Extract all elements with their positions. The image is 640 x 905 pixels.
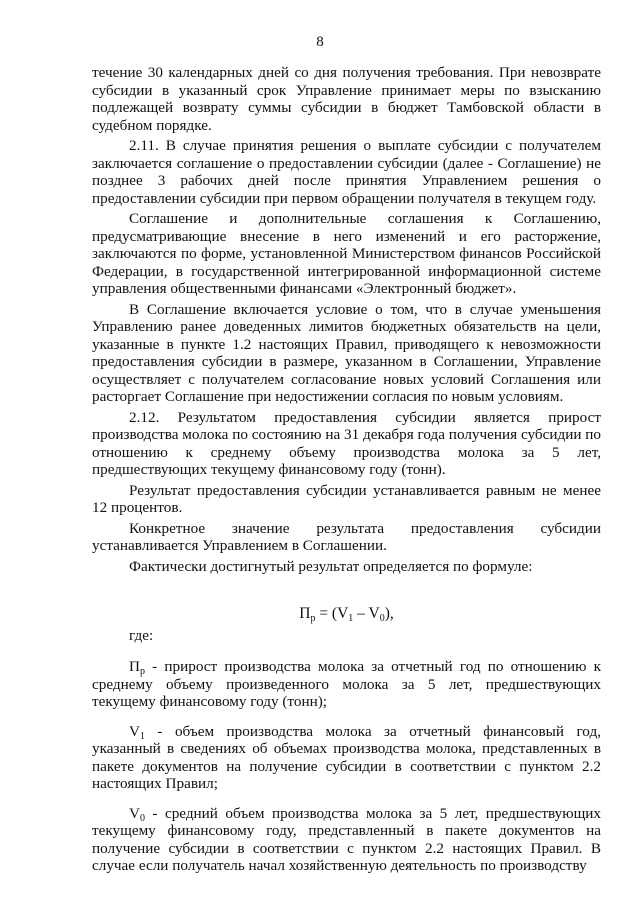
paragraph: Конкретное значение результата предоставления субсидии устанавливается Управлением в Соглашении. [92, 519, 601, 554]
definition-text: - прирост производства молока за отчетный год по отношению к среднему объему произведенного молока за 5 лет, предшествующих текущему финансовому году (тонн); [92, 658, 601, 710]
definition-text: - средний объем производства молока за 5 лет, предшествующих текущему финансовому году, представленный в пакете документов на получение субсидии в соответствии с пунктом 2.2 настоящих Правил. В случае если получатель начал хозяйственную деятельность по производству [92, 804, 601, 874]
formula-lhs-subscript: p [310, 613, 316, 624]
definition-text: - объем производства молока за отчетный финансовый год, указанный в сведениях об объемах производства молока, представленных в пакете документов на получение субсидии в соответствии с пунктом 2.2 настоящих Правил; [92, 722, 601, 792]
formula-lhs: П [299, 605, 311, 622]
formula [92, 605, 601, 623]
formula-v0-subscript: 0 [379, 613, 385, 624]
paragraph-2-11: 2.11. В случае принятия решения о выплате субсидии с получателем заключается соглашение о предоставлении субсидии (далее - Соглашение) не позднее 3 рабочих дней после принятия Управлением решения о предоставлении субсидии при первом обращении получателя в текущем году. [92, 137, 601, 207]
definition-symbol: V [129, 804, 140, 822]
formula-minus: – V [353, 605, 380, 622]
paragraph: В Соглашение включается условие о том, что в случае уменьшения Управлению ранее доведенных лимитов бюджетных обязательств на цели, указанные в пункте 1.2 настоящих Правил, приводящего к невозможности предоставления субсидии в размере, указанном в Соглашении, Управление осуществляет с получателем согласование новых условий Соглашения или расторгает Соглашение при недостижении согласия по новым условиям. [92, 300, 601, 405]
definition-symbol: V [129, 722, 140, 740]
paragraph: течение 30 календарных дней со дня получения требования. При невозврате субсидии в указанный срок Управление принимает меры по взысканию подлежащей возврату суммы субсидии в бюджет Тамбовской области в судебном порядке. [92, 64, 601, 134]
definition-symbol: П [129, 658, 140, 675]
definition-subscript: р [139, 666, 145, 677]
definition-v0 [92, 805, 601, 875]
definition-pr [92, 658, 601, 711]
paragraph: Результат предоставления субсидии устанавливается равным не менее 12 процентов. [92, 481, 601, 516]
document-body [92, 64, 601, 887]
paragraph: Соглашение и дополнительные соглашения к Соглашению, предусматривающие внесение в него изменений и его расторжение, заключаются по форме, установленной Министерством финансов Российской Федерации, в государственной интегрированной информационной системе управления общественными финансами «Электронный бюджет». [92, 210, 601, 297]
formula-v1-subscript: 1 [348, 613, 354, 624]
formula-eq: = (V [315, 605, 349, 622]
formula-end: ), [384, 605, 394, 622]
paragraph: Фактически достигнутый результат определяется по формуле: [129, 557, 533, 575]
definition-subscript: 1 [139, 730, 145, 742]
paragraph-2-12: 2.12. Результатом предоставления субсидии является прирост производства молока по состоянию на 31 декабря года получения субсидии по отношению к среднему объему производства молока за 5 лет, предшествующих текущему финансовому году (тонн). [92, 408, 601, 478]
definition-v1 [92, 723, 601, 793]
definition-subscript: 0 [139, 812, 145, 824]
page-number: 8 [316, 34, 324, 50]
where-label: где: [129, 626, 154, 644]
